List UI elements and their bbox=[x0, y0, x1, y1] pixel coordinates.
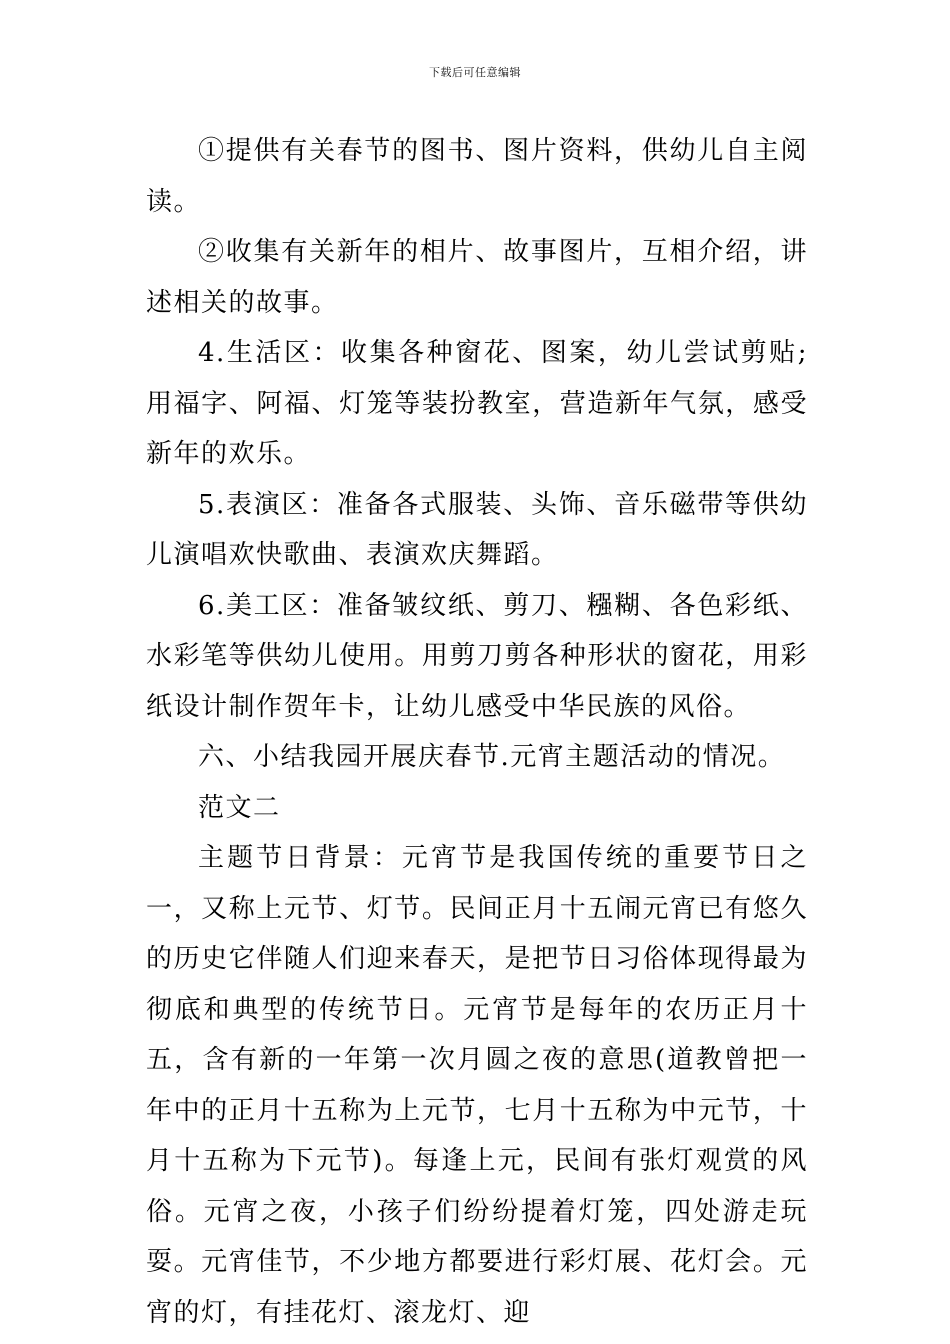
paragraph-2: ②收集有关新年的相片、故事图片，互相介绍，讲述相关的故事。 bbox=[146, 237, 808, 318]
section-title: 范文二 bbox=[198, 792, 281, 823]
paragraph-1: ①提供有关春节的图书、图片资料，供幼儿自主阅读。 bbox=[146, 136, 808, 217]
paragraph-7: 主题节日背景：元宵节是我国传统的重要节日之一，又称上元节、灯节。民间正月十五闹元宵已有悠久的历史它伴随人们迎来春天，是把节日习俗体现得最为彻底和典型的传统节日。元宵节是每年的农历正月十五，含有新的一年第一次月圆之夜的意思(道教曾把一年中的正月十五称为上元节，七月十五称为中元节，十月十五称为下元节)。每逢上元，民间有张灯观赏的风俗。元宵之夜，小孩子们纷纷提着灯笼，四处游走玩耍。元宵佳节，不少地方都要进行彩灯展、花灯会。元宵的灯，有挂花灯、滚龙灯、迎 bbox=[146, 843, 808, 1328]
page-header: 下载后可任意编辑 bbox=[429, 66, 521, 79]
document-body bbox=[146, 126, 808, 1338]
paragraph-5: 6.美工区：准备皱纹纸、剪刀、糨糊、各色彩纸、水彩笔等供幼儿使用。用剪刀剪各种形状的窗花，用彩纸设计制作贺年卡，让幼儿感受中华民族的风俗。 bbox=[146, 590, 808, 722]
paragraph-4: 5.表演区：准备各式服装、头饰、音乐磁带等供幼儿演唱欢快歌曲、表演欢庆舞蹈。 bbox=[146, 489, 808, 570]
paragraph-3: 4.生活区：收集各种窗花、图案，幼儿尝试剪贴;用福字、阿福、灯笼等装扮教室，营造新年气氛，感受新年的欢乐。 bbox=[146, 338, 808, 469]
paragraph-6: 六、小结我园开展庆春节.元宵主题活动的情况。 bbox=[198, 742, 786, 772]
